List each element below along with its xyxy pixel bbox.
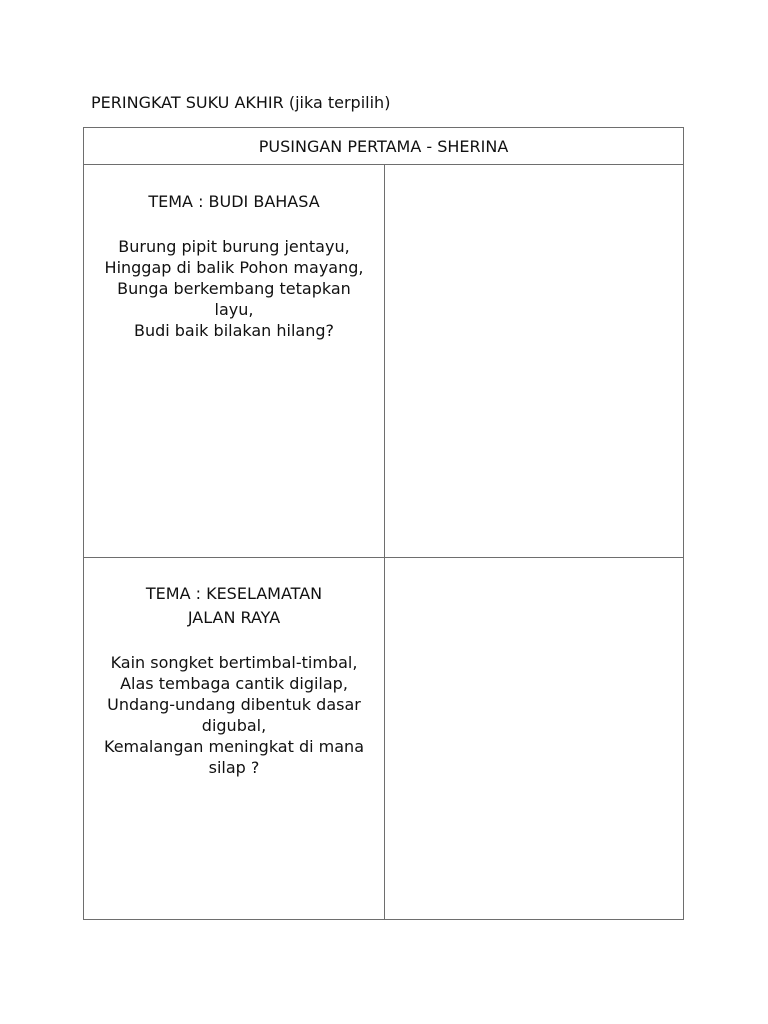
row-2-poem-line: Undang-undang dibentuk dasar [107,695,361,714]
row-1-poem-line: Bunga berkembang tetapkan [117,279,351,298]
table-row-1-left-cell [84,165,384,557]
row-2-poem [84,652,384,778]
row-2-poem-line: Kemalangan meningkat di mana [104,737,364,756]
table-row-2-left-cell [84,558,384,919]
table-title: PUSINGAN PERTAMA - SHERINA [84,128,683,165]
row-1-poem-line: Burung pipit burung jentayu, [118,237,350,256]
row-1-poem-line: Budi baik bilakan hilang? [133,321,335,340]
row-1-poem-line: layu, [214,300,254,319]
row-2-poem-line: Kain songket bertimbal-timbal, [110,653,358,672]
row-1-theme: TEMA : BUDI BAHASA [148,192,320,211]
table-row-1-answer-cell [385,165,683,557]
row-1-poem [84,236,384,341]
table-row-2-answer-cell [385,558,683,919]
row-2-poem-line: Alas tembaga cantik digilap, [120,674,348,693]
row-2-theme: TEMA : KESELAMATAN JALAN RAYA [145,584,323,627]
row-1-poem-line: Hinggap di balik Pohon mayang, [104,258,364,277]
row-2-poem-line: digubal, [201,716,267,735]
document-heading: PERINGKAT SUKU AKHIR (jika terpilih) [91,93,391,112]
row-2-poem-line: silap ? [208,758,260,777]
pantun-table [83,127,684,920]
